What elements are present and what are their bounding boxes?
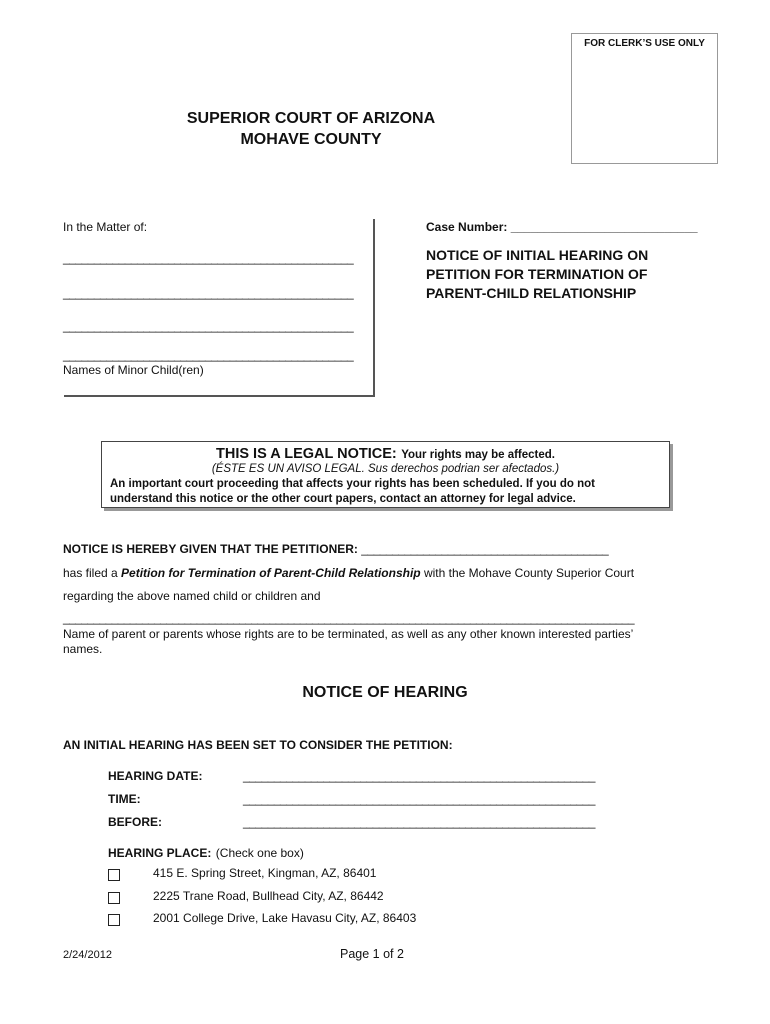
regarding-text: regarding the above named child or children and	[63, 589, 321, 603]
filed-post: with the Mohave County Superior Court	[420, 566, 635, 580]
clerk-use-label: FOR CLERK’S USE ONLY	[584, 38, 705, 49]
place-bullhead-label: 2225 Trane Road, Bullhead City, AZ, 86442	[153, 889, 384, 903]
notice-title-line: PARENT-CHILD RELATIONSHIP	[426, 285, 637, 301]
place-havasu-checkbox[interactable]	[108, 914, 120, 926]
footer-page-number: Page 1 of 2	[340, 947, 404, 961]
hearing-date-label: HEARING DATE:	[108, 769, 203, 783]
hearing-place-row	[108, 844, 304, 862]
county-name: MOHAVE COUNTY	[240, 131, 382, 148]
place-kingman-label: 415 E. Spring Street, Kingman, AZ, 86401	[153, 866, 377, 880]
petitioner-notice-lead	[63, 542, 608, 556]
court-title	[170, 108, 452, 150]
hearing-time-label: TIME:	[108, 792, 141, 806]
notice-title-line: PETITION FOR TERMINATION OF	[426, 266, 648, 282]
petitioner-name-field[interactable]: ________________________________________	[361, 542, 609, 556]
legal-notice-body	[110, 477, 660, 506]
case-number-field[interactable]: Case Number: ____________________________	[426, 220, 698, 234]
legal-notice-title: THIS IS A LEGAL NOTICE:	[216, 446, 397, 462]
place-bullhead-checkbox[interactable]	[108, 892, 120, 904]
minor-children-label: Names of Minor Child(ren)	[63, 363, 204, 377]
parents-label	[63, 627, 713, 657]
hearing-before-field[interactable]: _________________________________________________________	[243, 815, 595, 829]
petition-document-name: Petition for Termination of Parent-Child Relationship	[121, 566, 421, 580]
legal-notice-heading	[102, 445, 669, 463]
place-kingman-checkbox[interactable]	[108, 869, 120, 881]
caption-vertical-divider	[373, 219, 375, 397]
hearing-time-field[interactable]: _________________________________________________________	[243, 792, 595, 806]
child-name-line-4[interactable]: _______________________________________________	[63, 348, 354, 362]
caption-horizontal-divider	[64, 395, 375, 397]
legal-notice-subtitle: Your rights may be affected.	[401, 449, 555, 461]
hearing-before-label: BEFORE:	[108, 815, 162, 829]
legal-notice-spanish: (ÉSTE ES UN AVISO LEGAL. Sus derechos podrian ser afectados.)	[211, 463, 560, 475]
clerk-use-box	[571, 33, 718, 164]
hearing-date-field[interactable]: _________________________________________________________	[243, 769, 595, 783]
child-name-line-2[interactable]: _______________________________________________	[63, 286, 354, 300]
legal-notice-box	[101, 441, 670, 508]
notice-of-hearing-heading: NOTICE OF HEARING	[302, 684, 468, 701]
initial-hearing-text: AN INITIAL HEARING HAS BEEN SET TO CONSIDER THE PETITION:	[63, 738, 453, 752]
child-name-line-3[interactable]: _______________________________________________	[63, 319, 354, 333]
in-the-matter-label: In the Matter of:	[63, 220, 148, 234]
legal-notice-line: understand this notice or the other court papers, contact an attorney for legal advice.	[110, 492, 576, 505]
court-name: SUPERIOR COURT OF ARIZONA	[186, 110, 436, 127]
place-havasu-label: 2001 College Drive, Lake Havasu City, AZ, 86403	[153, 911, 417, 925]
hearing-place-hint: (Check one box)	[215, 846, 304, 860]
parents-name-field[interactable]: ______________________________________________________________________________________________	[63, 611, 634, 625]
child-name-line-1[interactable]: _______________________________________________	[63, 251, 354, 265]
petitioner-lead-text: NOTICE IS HEREBY GIVEN THAT THE PETITIONER:	[63, 542, 358, 556]
parents-label-line: Name of parent or parents whose rights are to be terminated, as well as any other known interested parties’	[63, 627, 634, 641]
notice-title	[426, 246, 726, 303]
hearing-place-label: HEARING PLACE:	[108, 846, 212, 860]
filed-pre: has filed a	[63, 566, 122, 580]
parents-label-line: names.	[63, 642, 103, 656]
notice-title-line: NOTICE OF INITIAL HEARING ON	[426, 247, 649, 263]
legal-notice-line: An important court proceeding that affects your rights has been scheduled. If you do not	[110, 478, 595, 490]
footer-date: 2/24/2012	[63, 949, 112, 961]
petition-filed-text	[63, 566, 634, 580]
